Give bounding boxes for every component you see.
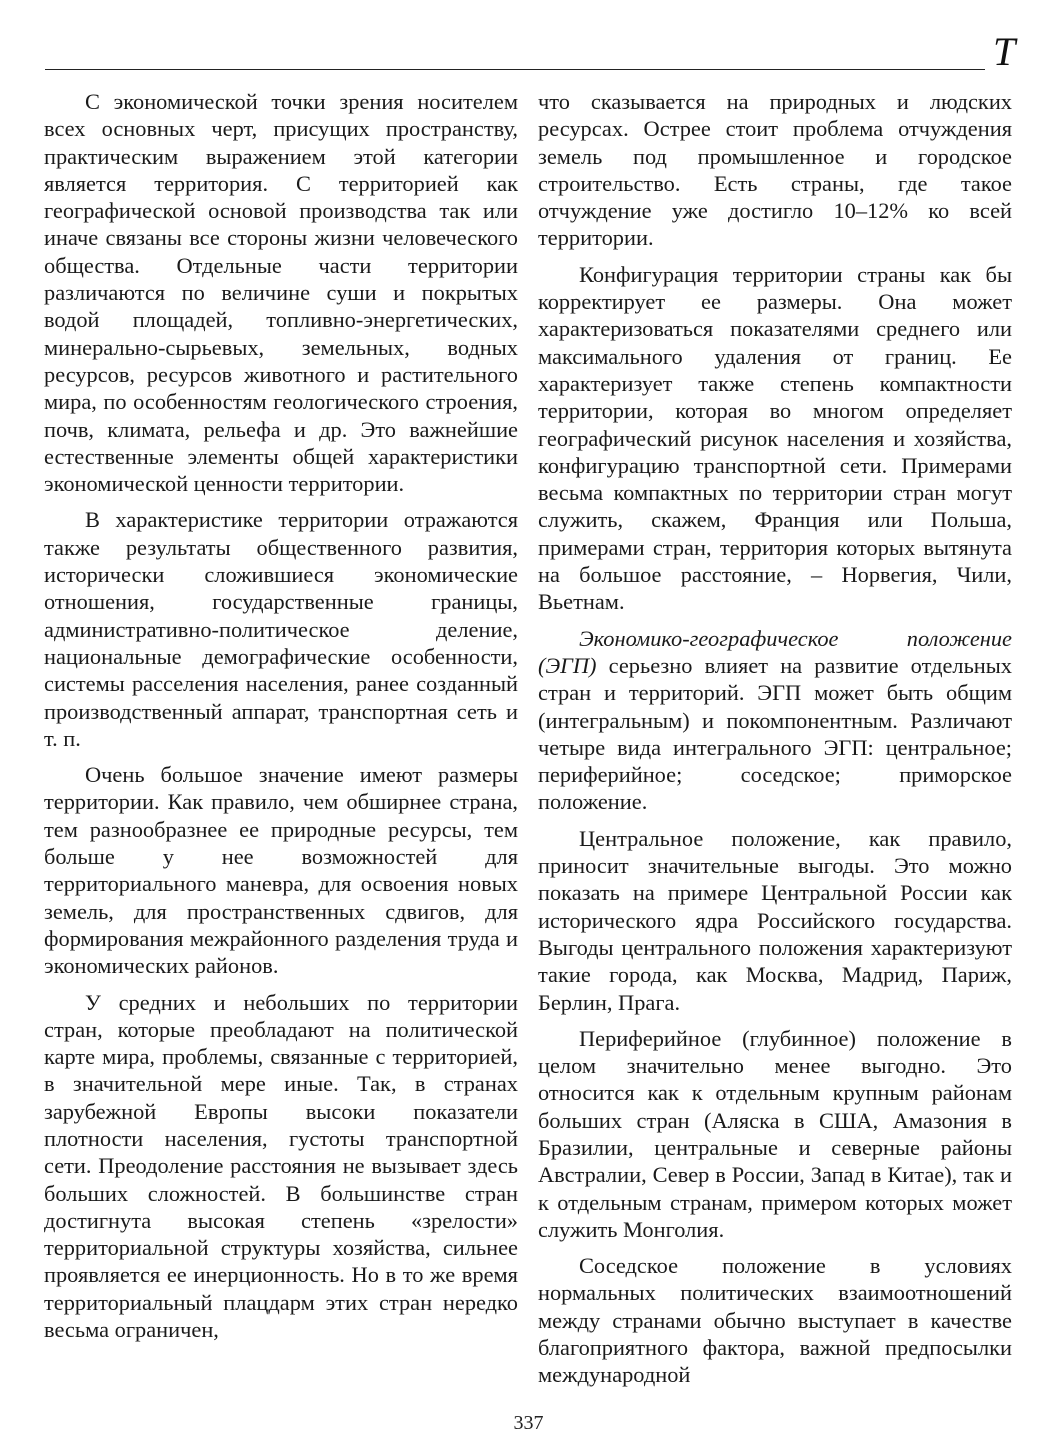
paragraph-continued: что сказывается на природных и людских ресурсах. Острее стоит проблема отчуждения земель под промышленное и городское строительство. Есть страны, где такое отчуждение уже достигло 10–12% ко всей территории. — [538, 89, 1012, 251]
paragraph: В характеристике территории отражаются также результаты общественного развития, исторически сложившиеся экономические отношения, государственные границы, административно-политическое деление, национальные демографические особенности, системы расселения населения, ранее созданный производственный аппарат, транспортная сеть и т. п. — [44, 507, 518, 751]
left-column — [44, 88, 518, 1352]
paragraph: Очень большое значение имеют размеры территории. Как правило, чем обширнее страна, тем разнообразнее ее природные ресурсы, тем больше у нее возможностей для территориального маневра, для освоения новых земель, для пространственных сдвигов, для формирования межрайонного разделения труда и экономических районов. — [44, 762, 518, 979]
header-rule — [45, 69, 985, 70]
paragraph: У средних и небольших по территории стран, которые преобладают на политической карте мира, проблемы, связанные с территорией, в значительной мере иные. Так, в странах зарубежной Европы высоки показатели плотности населения, густоты транспортной сети. Преодоление расстояния не вызывает здесь больших сложностей. В большинстве стран достигнута высокая степень «зрелости» территориальной структуры хозяйства, сильнее проявляется ее инерционность. Но в то же время территориальный плацдарм этих стран нередко весьма ограничен, — [44, 989, 518, 1343]
paragraph: С экономической точки зрения носителем всех основных черт, присущих пространству, практическим выражением этой категории является территория. С территорией как географической основой производства так или иначе связаны все стороны жизни человеческого общества. Отдельные части территории различаются по величине суши и покрытых водой площадей, топливно-энергетических, минерально-сырьевых, земельных, водных ресурсов, ресурсов животного и растительного мира, по особенностям геологического строения, почв, климата, рельефа и др. Это важнейшие естественные элементы общей характеристики экономической ценности территории. — [44, 89, 518, 497]
paragraph: Периферийное (глубинное) положение в целом значительно менее выгодно. Это относится как к отдельным крупным районам больших стран (Аляска в США, Амазония в Бразилии, центральные и северные районы Австралии, Север в России, Запад в Китае), так и к отдельным странам, примером которых может служить Монголия. — [538, 1025, 1012, 1242]
term-italic: Экономико-географическое положение (ЭГП) — [538, 625, 1012, 678]
paragraph-egp — [538, 625, 1012, 816]
running-header-letter: T — [993, 29, 1016, 74]
paragraph: Центральное положение, как правило, приносит значительные выгоды. Это можно показать на примере Центральной России как исторического ядра Российского государства. Выгоды центрального положения характеризуют такие города, как Москва, Мадрид, Париж, Берлин, Прага. — [538, 825, 1012, 1015]
paragraph: Соседское положение в условиях нормальных политических взаимоотношений между странами обычно выступает в качестве благоприятного фактора, важной предпосылки международной — [538, 1253, 1012, 1388]
paragraph-text: серьезно влияет на развитие отдельных стран и территорий. ЭГП может быть общим (интегральным) и покомпонентным. Различают четыре вида интегрального ЭГП: центральное; периферийное; соседское; приморское положение. — [538, 652, 1012, 815]
right-column — [538, 88, 1012, 1398]
page-number: 337 — [513, 1412, 544, 1434]
paragraph: Конфигурация территории страны как бы корректирует ее размеры. Она может характеризоваться показателями среднего или максимального удаления от границ. Ее характеризует также степень компактности территории, которая во многом определяет географический рисунок населения и хозяйства, конфигурацию транспортной сети. Примерами весьма компактных по территории стран могут служить, скажем, Франция или Польша, примерами стран, территория которых вытянута на большое расстояние, – Норвегия, Чили, Вьетнам. — [538, 261, 1012, 615]
